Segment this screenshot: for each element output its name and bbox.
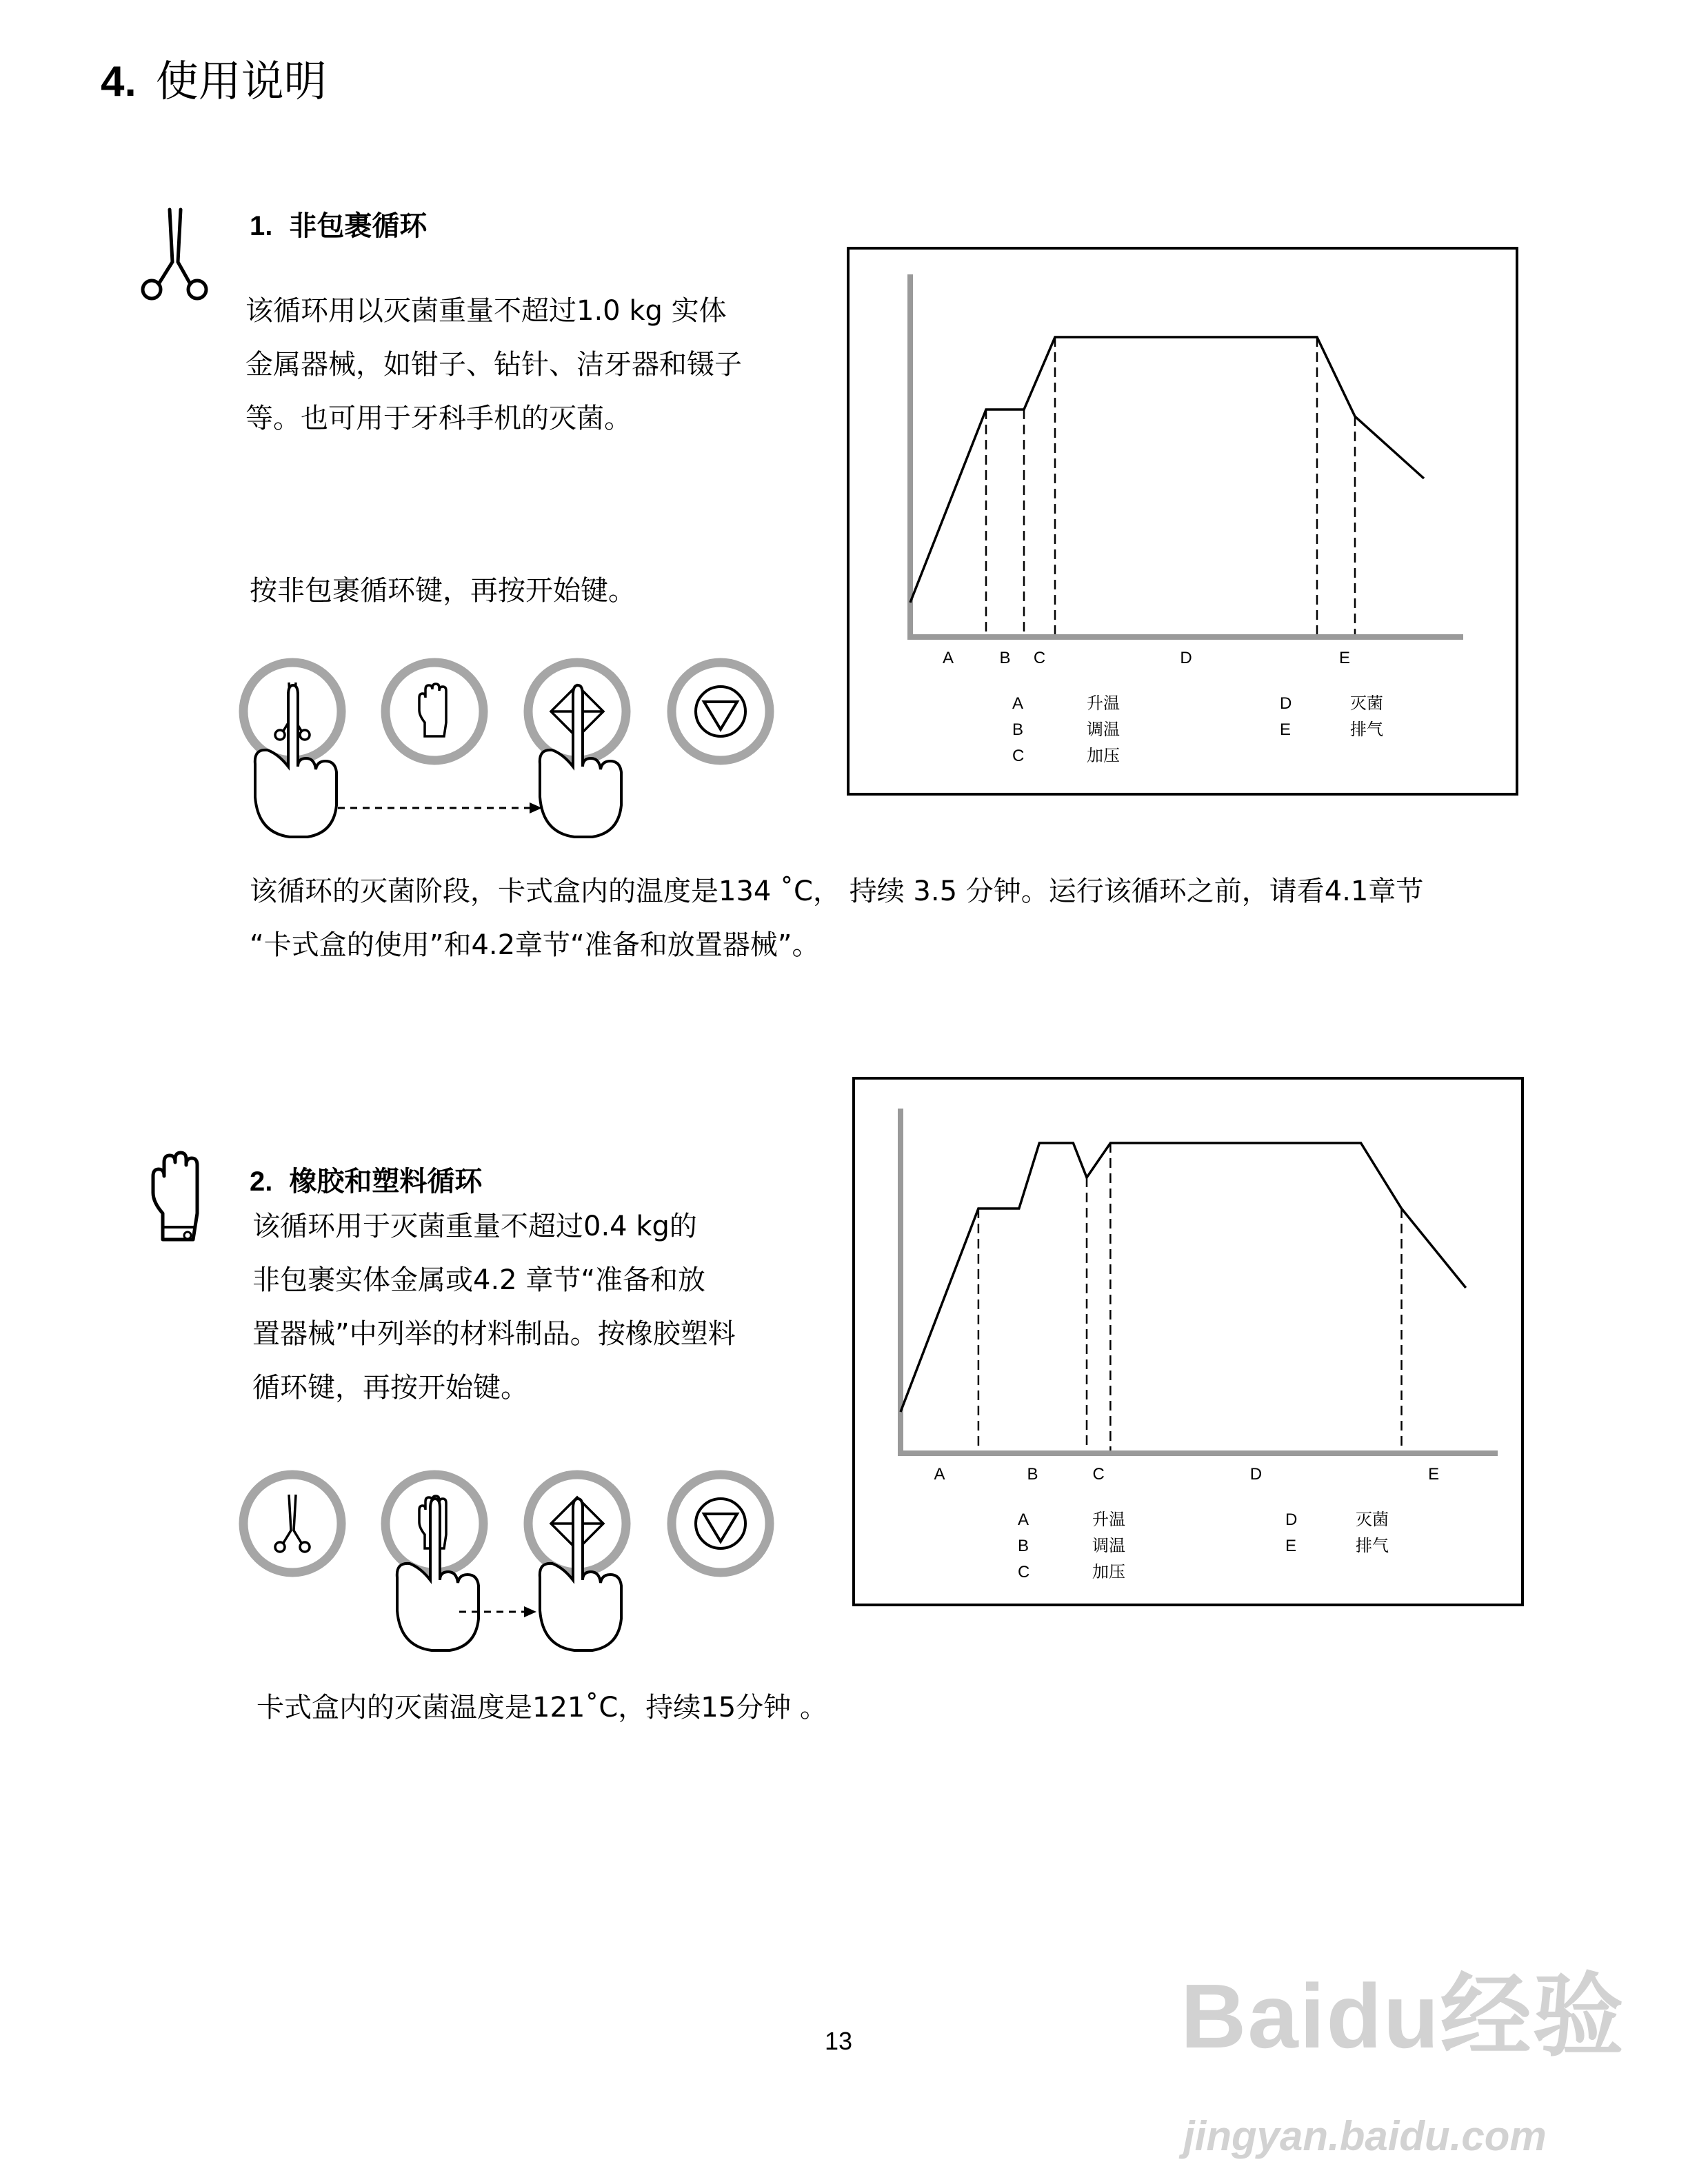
legend-key: C (1012, 747, 1025, 765)
legend-key: A (1012, 694, 1024, 713)
phase-label: C (1092, 1465, 1105, 1484)
note-line: “卡式盒的使用”和4.2章节“准备和放置器械”。 (250, 929, 820, 961)
heading-number: 4. (101, 58, 137, 105)
legend-label: 升温 (1087, 694, 1120, 713)
phase-label: E (1338, 649, 1351, 667)
desc-line: 等。也可用于牙科手机的灭菌。 (245, 403, 632, 434)
diagram-2 (852, 1077, 1524, 1606)
watermark-brand: Baidu经验 (1180, 1965, 1625, 2067)
temperature-curve (910, 337, 1424, 603)
legend-label: 灭菌 (1356, 1510, 1389, 1529)
temperature-curve (901, 1143, 1466, 1412)
scissors-button[interactable] (243, 1475, 341, 1573)
scissors-icon (138, 207, 211, 303)
section1-note (250, 865, 1423, 972)
legend-label: 加压 (1092, 1562, 1125, 1581)
legend-label: 灭菌 (1350, 694, 1383, 713)
legend-key: D (1280, 694, 1292, 713)
arrow-head-icon (524, 1606, 536, 1617)
stop-button[interactable] (672, 1475, 770, 1573)
glove-icon (150, 1150, 205, 1246)
phase-label: A (942, 649, 954, 667)
legend-key: B (1018, 1537, 1029, 1555)
phase-label: E (1428, 1465, 1440, 1484)
desc-line: 该循环用以灭菌重量不超过1.0 kg 实体 (245, 295, 727, 327)
section1-button-row (234, 655, 786, 841)
section1-instruction: 按非包裹循环键，再按开始键。 (250, 575, 636, 607)
phase-label: A (934, 1465, 945, 1484)
watermark-url: jingyan.baidu.com (1183, 2113, 1547, 2159)
legend-label: 升温 (1092, 1510, 1125, 1529)
legend-key: C (1018, 1563, 1030, 1581)
section2-title: 2. 橡胶和塑料循环 (250, 1166, 483, 1197)
legend-key: A (1018, 1510, 1029, 1529)
heading-text: 使用说明 (155, 56, 327, 106)
note-line: 该循环的灭菌阶段，卡式盒内的温度是134 ˚C， 持续 3.5 分钟。运行该循环之前，请看4.1章节 (250, 876, 1424, 907)
legend-key: B (1012, 720, 1024, 739)
chart-1 (850, 250, 1516, 793)
legend-label: 加压 (1087, 746, 1120, 765)
desc-line: 金属器械，如钳子、钻针、洁牙器和镊子 (245, 349, 742, 381)
phase-label: B (999, 649, 1011, 667)
desc-line: 置器械”中列举的材料制品。按橡胶塑料 (252, 1318, 736, 1350)
legend-key: D (1285, 1510, 1298, 1529)
legend-label: 排气 (1356, 1536, 1389, 1555)
section1-description (245, 284, 742, 445)
stop-button[interactable] (672, 663, 770, 760)
chart-2 (855, 1080, 1521, 1604)
legend-label: 排气 (1350, 720, 1383, 739)
page-heading (101, 47, 327, 108)
section2-description (252, 1200, 736, 1415)
desc-line: 该循环用于灭菌重量不超过0.4 kg的 (252, 1211, 697, 1242)
section2-button-row (234, 1467, 786, 1653)
glove-button[interactable] (385, 663, 483, 760)
page-number: 13 (825, 2027, 853, 2055)
phase-label: B (1027, 1465, 1038, 1484)
section1-title: 1. 非包裹循环 (250, 210, 428, 242)
phase-label: D (1249, 1465, 1263, 1484)
legend-label: 调温 (1092, 1536, 1125, 1555)
phase-label: C (1033, 649, 1046, 667)
phase-label: D (1180, 649, 1192, 667)
desc-line: 非包裹实体金属或4.2 章节“准备和放 (252, 1264, 706, 1296)
legend-label: 调温 (1087, 720, 1120, 739)
legend-key: E (1280, 720, 1292, 739)
legend-key: E (1285, 1537, 1297, 1555)
section2-note: 卡式盒内的灭菌温度是121˚C，持续15分钟 。 (257, 1692, 827, 1723)
desc-line: 循环键，再按开始键。 (252, 1372, 528, 1404)
diagram-1 (847, 247, 1518, 796)
